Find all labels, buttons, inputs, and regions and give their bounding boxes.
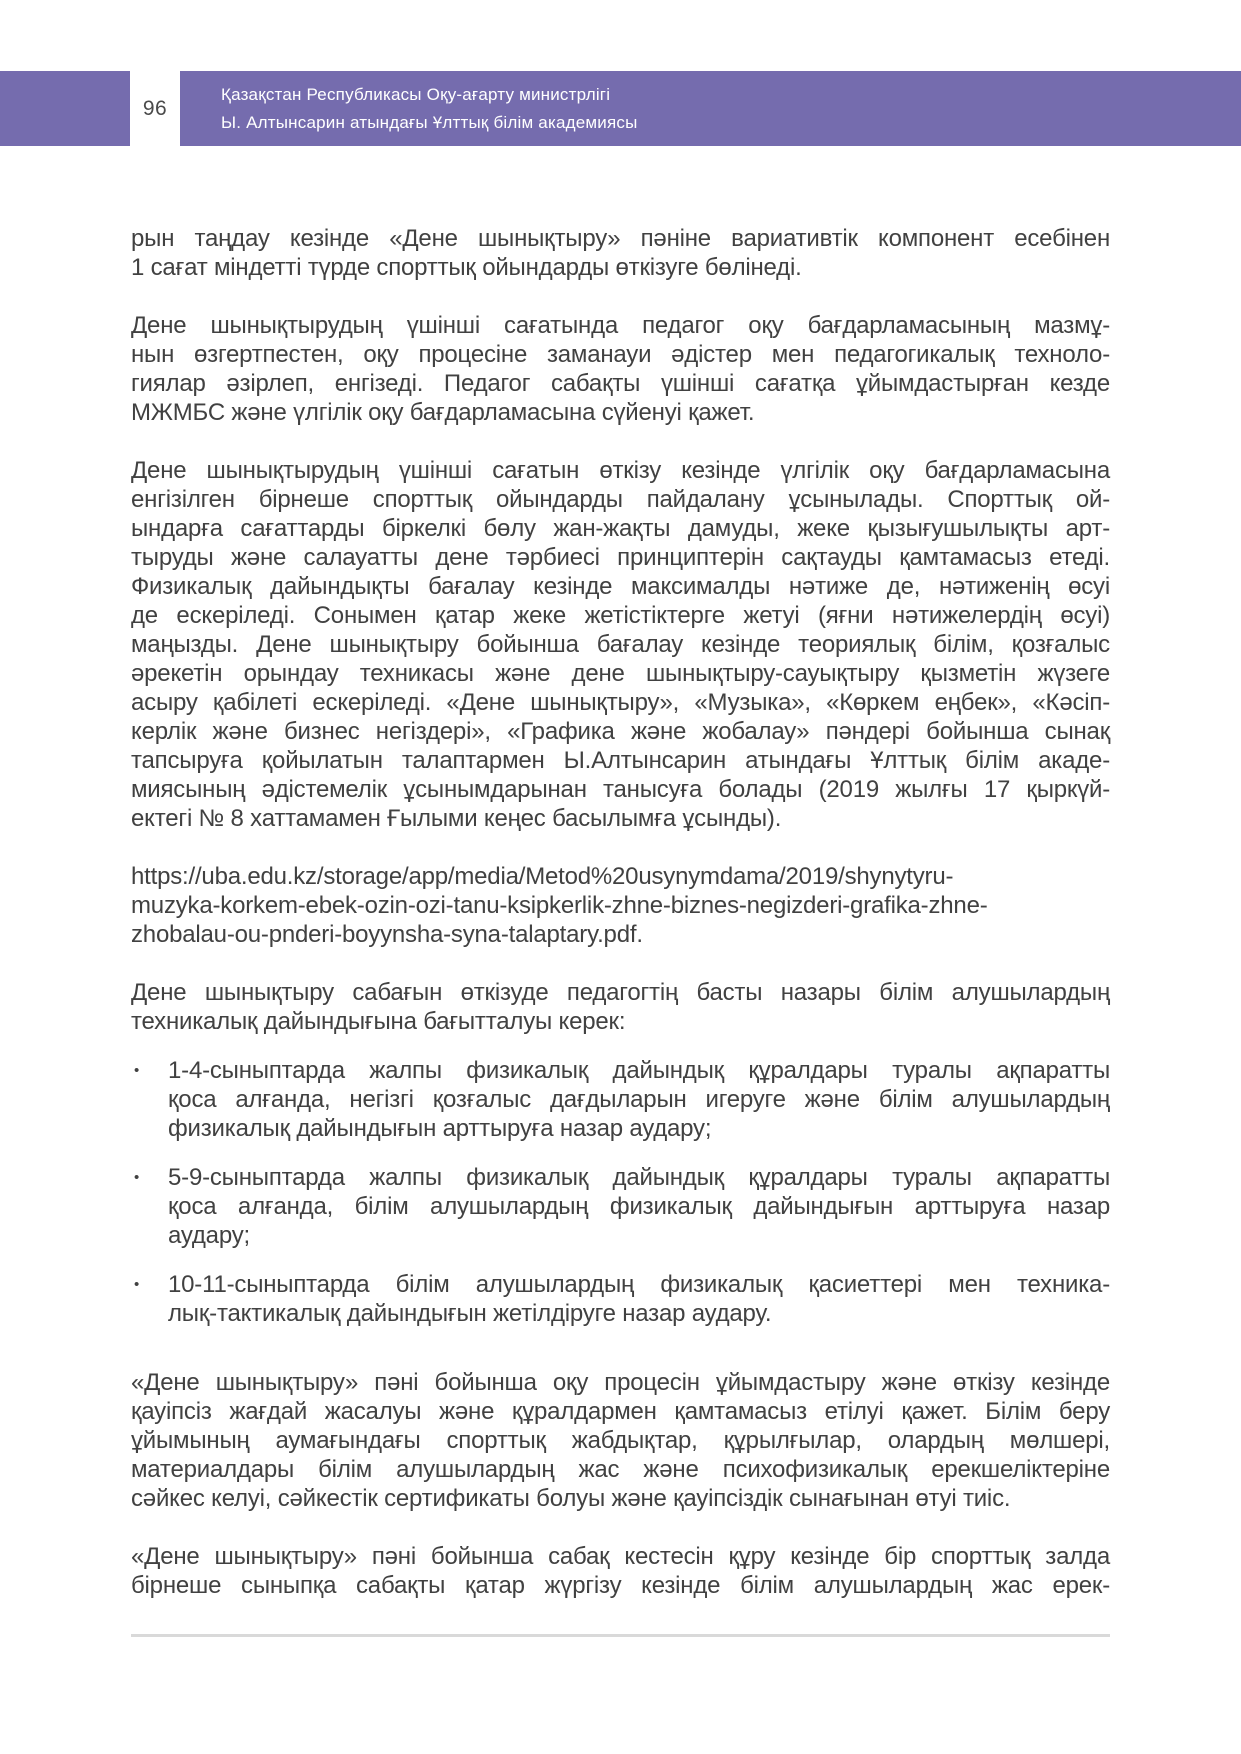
url-paragraph <box>131 862 1110 949</box>
bullet-text <box>168 1056 1110 1143</box>
text-line: рын таңдау кезінде «Дене шынықтыру» пәніне вариативтік компонент есебінен <box>131 225 1110 252</box>
header-accent-block <box>0 71 130 146</box>
bullet-marker: • <box>134 1276 140 1293</box>
text-line: нын өзгертпестен, оқу процесіне заманауи әдістер мен педагогикалық техноло- <box>131 341 1110 368</box>
bullet-marker: • <box>134 1062 140 1079</box>
text-line: «Дене шынықтыру» пәні бойынша сабақ кестесін құру кезінде бір спорттық залда <box>131 1543 1110 1570</box>
url-line: https://uba.edu.kz/storage/app/media/Metod%20usynymdama/2019/shynytyru- <box>131 863 954 890</box>
text-line: МЖМБС және үлгілік оқу бағдарламасына сүйенуі қажет. <box>131 399 755 426</box>
text-line: қоса алғанда, білім алушылардың физикалық дайындығын арттыруға назар <box>168 1193 1110 1220</box>
footer-divider <box>131 1634 1110 1637</box>
header-org-line2: Ы. Алтынсарин атындағы Ұлттық білім академиясы <box>221 112 638 132</box>
text-line: 5-9-сыныптарда жалпы физикалық дайындық құралдары туралы ақпаратты <box>168 1164 1110 1191</box>
text-line: ектегі № 8 хаттамамен Ғылыми кеңес басылымға ұсынды). <box>131 805 782 832</box>
text-line: тыруды және салауатты дене тәрбиесі принциптерін сақтауды қамтамасыз етеді. <box>131 544 1110 571</box>
text-line: Физикалық дайындықты бағалау кезінде максималды нәтиже де, нәтиженің өсуі <box>131 573 1110 600</box>
text-line: маңызды. Дене шынықтыру бойынша бағалау кезінде теориялық білім, қозғалыс <box>131 631 1110 658</box>
header-org-line1: Қазақстан Республикасы Оқу-ағарту министрлігі <box>221 84 611 104</box>
paragraph <box>131 311 1110 427</box>
bullet-item <box>131 1270 1110 1328</box>
header-banner <box>180 71 1241 146</box>
paragraph <box>131 224 1110 282</box>
bullet-text <box>168 1270 1110 1328</box>
text-line: 1-4-сыныптарда жалпы физикалық дайындық құралдары туралы ақпаратты <box>168 1057 1110 1084</box>
text-line: енгізілген бірнеше спорттық ойындарды пайдалану ұсынылады. Спорттық ой- <box>131 486 1110 513</box>
bullet-marker: • <box>134 1169 140 1186</box>
url-line: muzyka-korkem-ebek-ozin-ozi-tanu-ksipkerlik-zhne-biznes-negizderi-grafika-zhne- <box>131 892 988 919</box>
bullet-item <box>131 1163 1110 1250</box>
bullet-item <box>131 1056 1110 1143</box>
text-line: Дене шынықтырудың үшінші сағатын өткізу кезінде үлгілік оқу бағдарламасына <box>131 457 1110 484</box>
text-line: қауіпсіз жағдай жасалуы және құралдармен қамтамасыз етілуі қажет. Білім беру <box>131 1398 1110 1425</box>
text-line: бірнеше сыныпқа сабақты қатар жүргізу кезінде білім алушылардың жас ерек- <box>131 1572 1110 1599</box>
bullet-text <box>168 1163 1110 1250</box>
text-line: аудару; <box>168 1222 250 1249</box>
text-line: асыру қабілеті ескеріледі. «Дене шынықтыру», «Музыка», «Көркем еңбек», «Кәсіп- <box>131 689 1110 716</box>
text-line: гиялар әзірлеп, енгізеді. Педагог сабақты үшінші сағатқа ұйымдастырған кезде <box>131 370 1110 397</box>
paragraph <box>131 1542 1110 1600</box>
text-line: сәйкес келуі, сәйкестік сертификаты болуы және қауіпсіздік сынағынан өтуі тиіс. <box>131 1485 1011 1512</box>
page-number: 96 <box>142 96 168 120</box>
text-line: керлік және бизнес негіздері», «Графика және жобалау» пәндері бойынша сынақ <box>131 718 1110 745</box>
text-line: миясының әдістемелік ұсынымдарынан танысуға болады (2019 жылғы 17 қыркүй- <box>131 776 1110 803</box>
text-line: қоса алғанда, негізгі қозғалыс дағдыларын игеруге және білім алушылардың <box>168 1086 1110 1113</box>
text-line: техникалық дайындығына бағытталуы керек: <box>131 1008 626 1035</box>
text-line: Дене шынықтыру сабағын өткізуде педагогтің басты назары білім алушылардың <box>131 979 1110 1006</box>
paragraph <box>131 456 1110 833</box>
text-line: әрекетін орындау техникасы және дене шынықтыру-сауықтыру қызметін жүзеге <box>131 660 1110 687</box>
paragraph <box>131 1368 1110 1513</box>
paragraph <box>131 978 1110 1036</box>
text-line: ұйымының аумағындағы спорттық жабдықтар, құрылғылар, олардың мөлшері, <box>131 1427 1110 1454</box>
text-line: Дене шынықтырудың үшінші сағатында педагог оқу бағдарламасының мазмұ- <box>131 312 1110 339</box>
text-line: лық-тактикалық дайындығын жетілдіруге назар аудару. <box>168 1300 772 1327</box>
text-line: материалдары білім алушылардың жас және психофизикалық ерекшеліктеріне <box>131 1456 1110 1483</box>
url-line: zhobalau-ou-pnderi-boyynsha-syna-talaptary.pdf. <box>131 921 643 948</box>
text-line: де ескеріледі. Сонымен қатар жеке жетістіктерге жетуі (яғни нәтижелердің өсуі) <box>131 602 1110 629</box>
text-line: ындарға сағаттарды біркелкі бөлу жан-жақты дамуды, жеке қызығушылықты арт- <box>131 515 1110 542</box>
text-line: тапсыруға қойылатын талаптармен Ы.Алтынсарин атындағы Ұлттық білім акаде- <box>131 747 1110 774</box>
text-line: «Дене шынықтыру» пәні бойынша оқу процесін ұйымдастыру және өткізу кезінде <box>131 1369 1110 1396</box>
text-line: 1 сағат міндетті түрде спорттық ойындарды өткізуге бөлінеді. <box>131 254 802 281</box>
document-body <box>131 224 1110 1600</box>
text-line: физикалық дайындығын арттыруға назар аудару; <box>168 1115 712 1142</box>
text-line: 10-11-сыныптарда білім алушылардың физикалық қасиеттері мен техника- <box>168 1271 1110 1298</box>
